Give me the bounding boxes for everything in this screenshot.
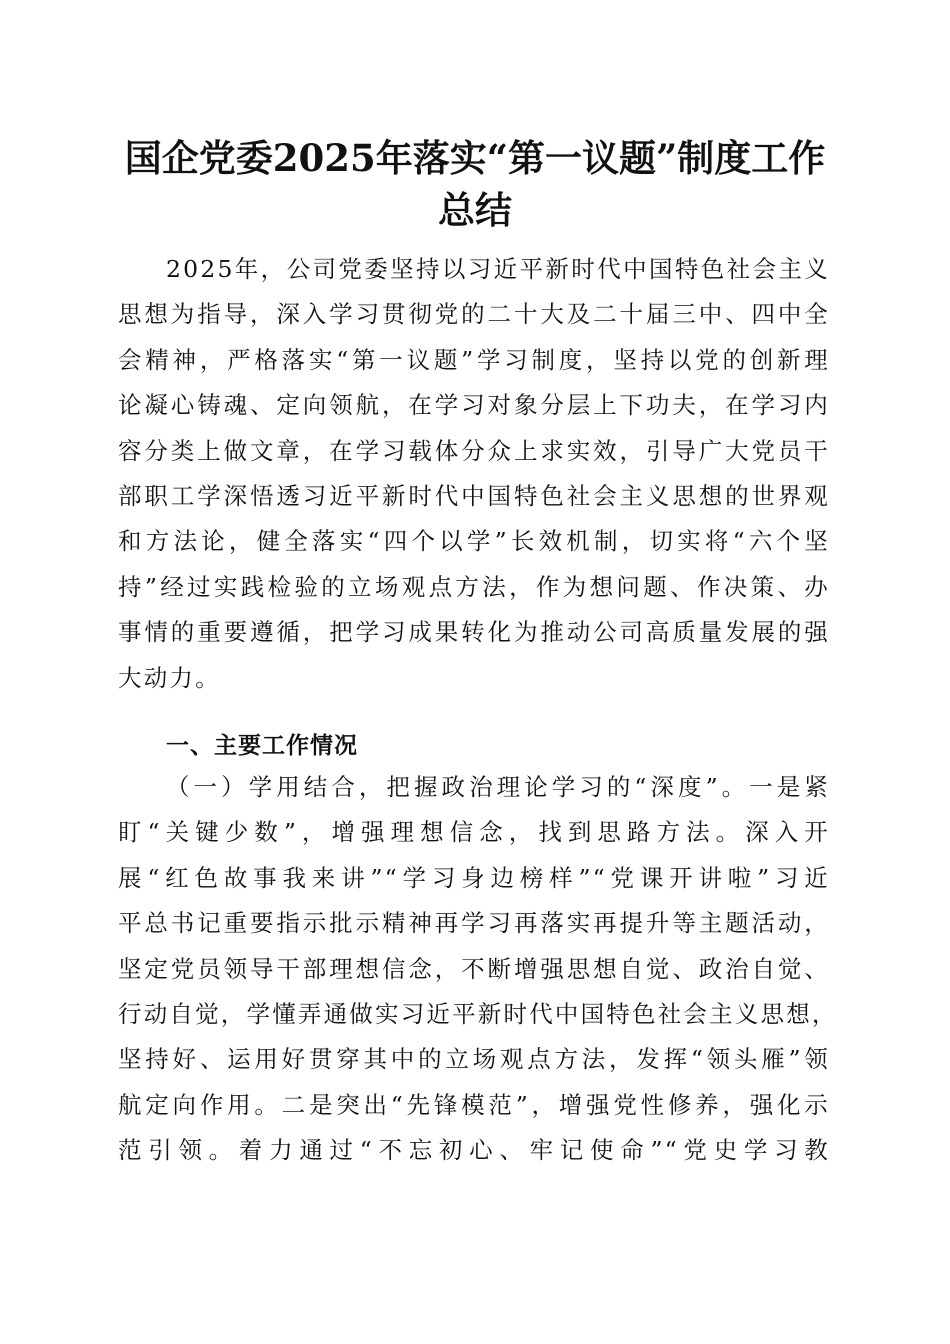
paragraph-line: 坚定党员领导干部理想信念，不断增强思想自觉、政治自觉、 bbox=[118, 954, 830, 983]
intro-paragraph bbox=[118, 247, 830, 701]
paragraph-line: 容分类上做文章，在学习载体分众上求实效，引导广大党员干 bbox=[118, 436, 830, 465]
paragraph-line: 部职工学深悟透习近平新时代中国特色社会主义思想的世界观 bbox=[118, 481, 830, 510]
paragraph-line: 和方法论，健全落实“四个以学”长效机制，切实将“六个坚 bbox=[118, 527, 830, 556]
paragraph-line: 展“红色故事我来讲”“学习身边榜样”“党课开讲啦”习近 bbox=[118, 863, 830, 892]
section-paragraph bbox=[118, 765, 838, 1174]
paragraph-line: 行动自觉，学懂弄通做实习近平新时代中国特色社会主义思想， bbox=[118, 999, 838, 1028]
title-line-2: 总结 bbox=[438, 188, 512, 232]
paragraph-line: 事情的重要遵循，把学习成果转化为推动公司高质量发展的强 bbox=[118, 618, 830, 647]
document-title bbox=[110, 132, 840, 236]
paragraph-line: （一）学用结合，把握政治理论学习的“深度”。一是紧 bbox=[166, 773, 830, 801]
paragraph-line: 持”经过实践检验的立场观点方法，作为想问题、作决策、办 bbox=[118, 572, 830, 601]
paragraph-line: 思想为指导，深入学习贯彻党的二十大及二十届三中、四中全 bbox=[118, 300, 830, 329]
paragraph-line: 2025年，公司党委坚持以习近平新时代中国特色社会主义 bbox=[166, 255, 830, 283]
paragraph-line: 坚持好、运用好贯穿其中的立场观点方法，发挥“领头雁”领 bbox=[118, 1045, 830, 1074]
paragraph-line: 大动力。 bbox=[118, 663, 221, 692]
section-heading: 一、主要工作情况 bbox=[166, 733, 358, 759]
paragraph-line: 盯“关键少数”，增强理想信念，找到思路方法。深入开 bbox=[118, 818, 830, 847]
paragraph-line: 会精神，严格落实“第一议题”学习制度，坚持以党的创新理 bbox=[118, 345, 830, 374]
paragraph-line: 范引领。着力通过“不忘初心、牢记使命”“党史学习教 bbox=[118, 1136, 830, 1165]
paragraph-line: 平总书记重要指示批示精神再学习再落实再提升等主题活动， bbox=[118, 909, 830, 938]
title-line-1: 国企党委2025年落实“第一议题”制度工作 bbox=[124, 136, 826, 180]
paragraph-line: 航定向作用。二是突出“先锋模范”，增强党性修养，强化示 bbox=[118, 1090, 830, 1119]
paragraph-line: 论凝心铸魂、定向领航，在学习对象分层上下功夫，在学习内 bbox=[118, 391, 830, 420]
